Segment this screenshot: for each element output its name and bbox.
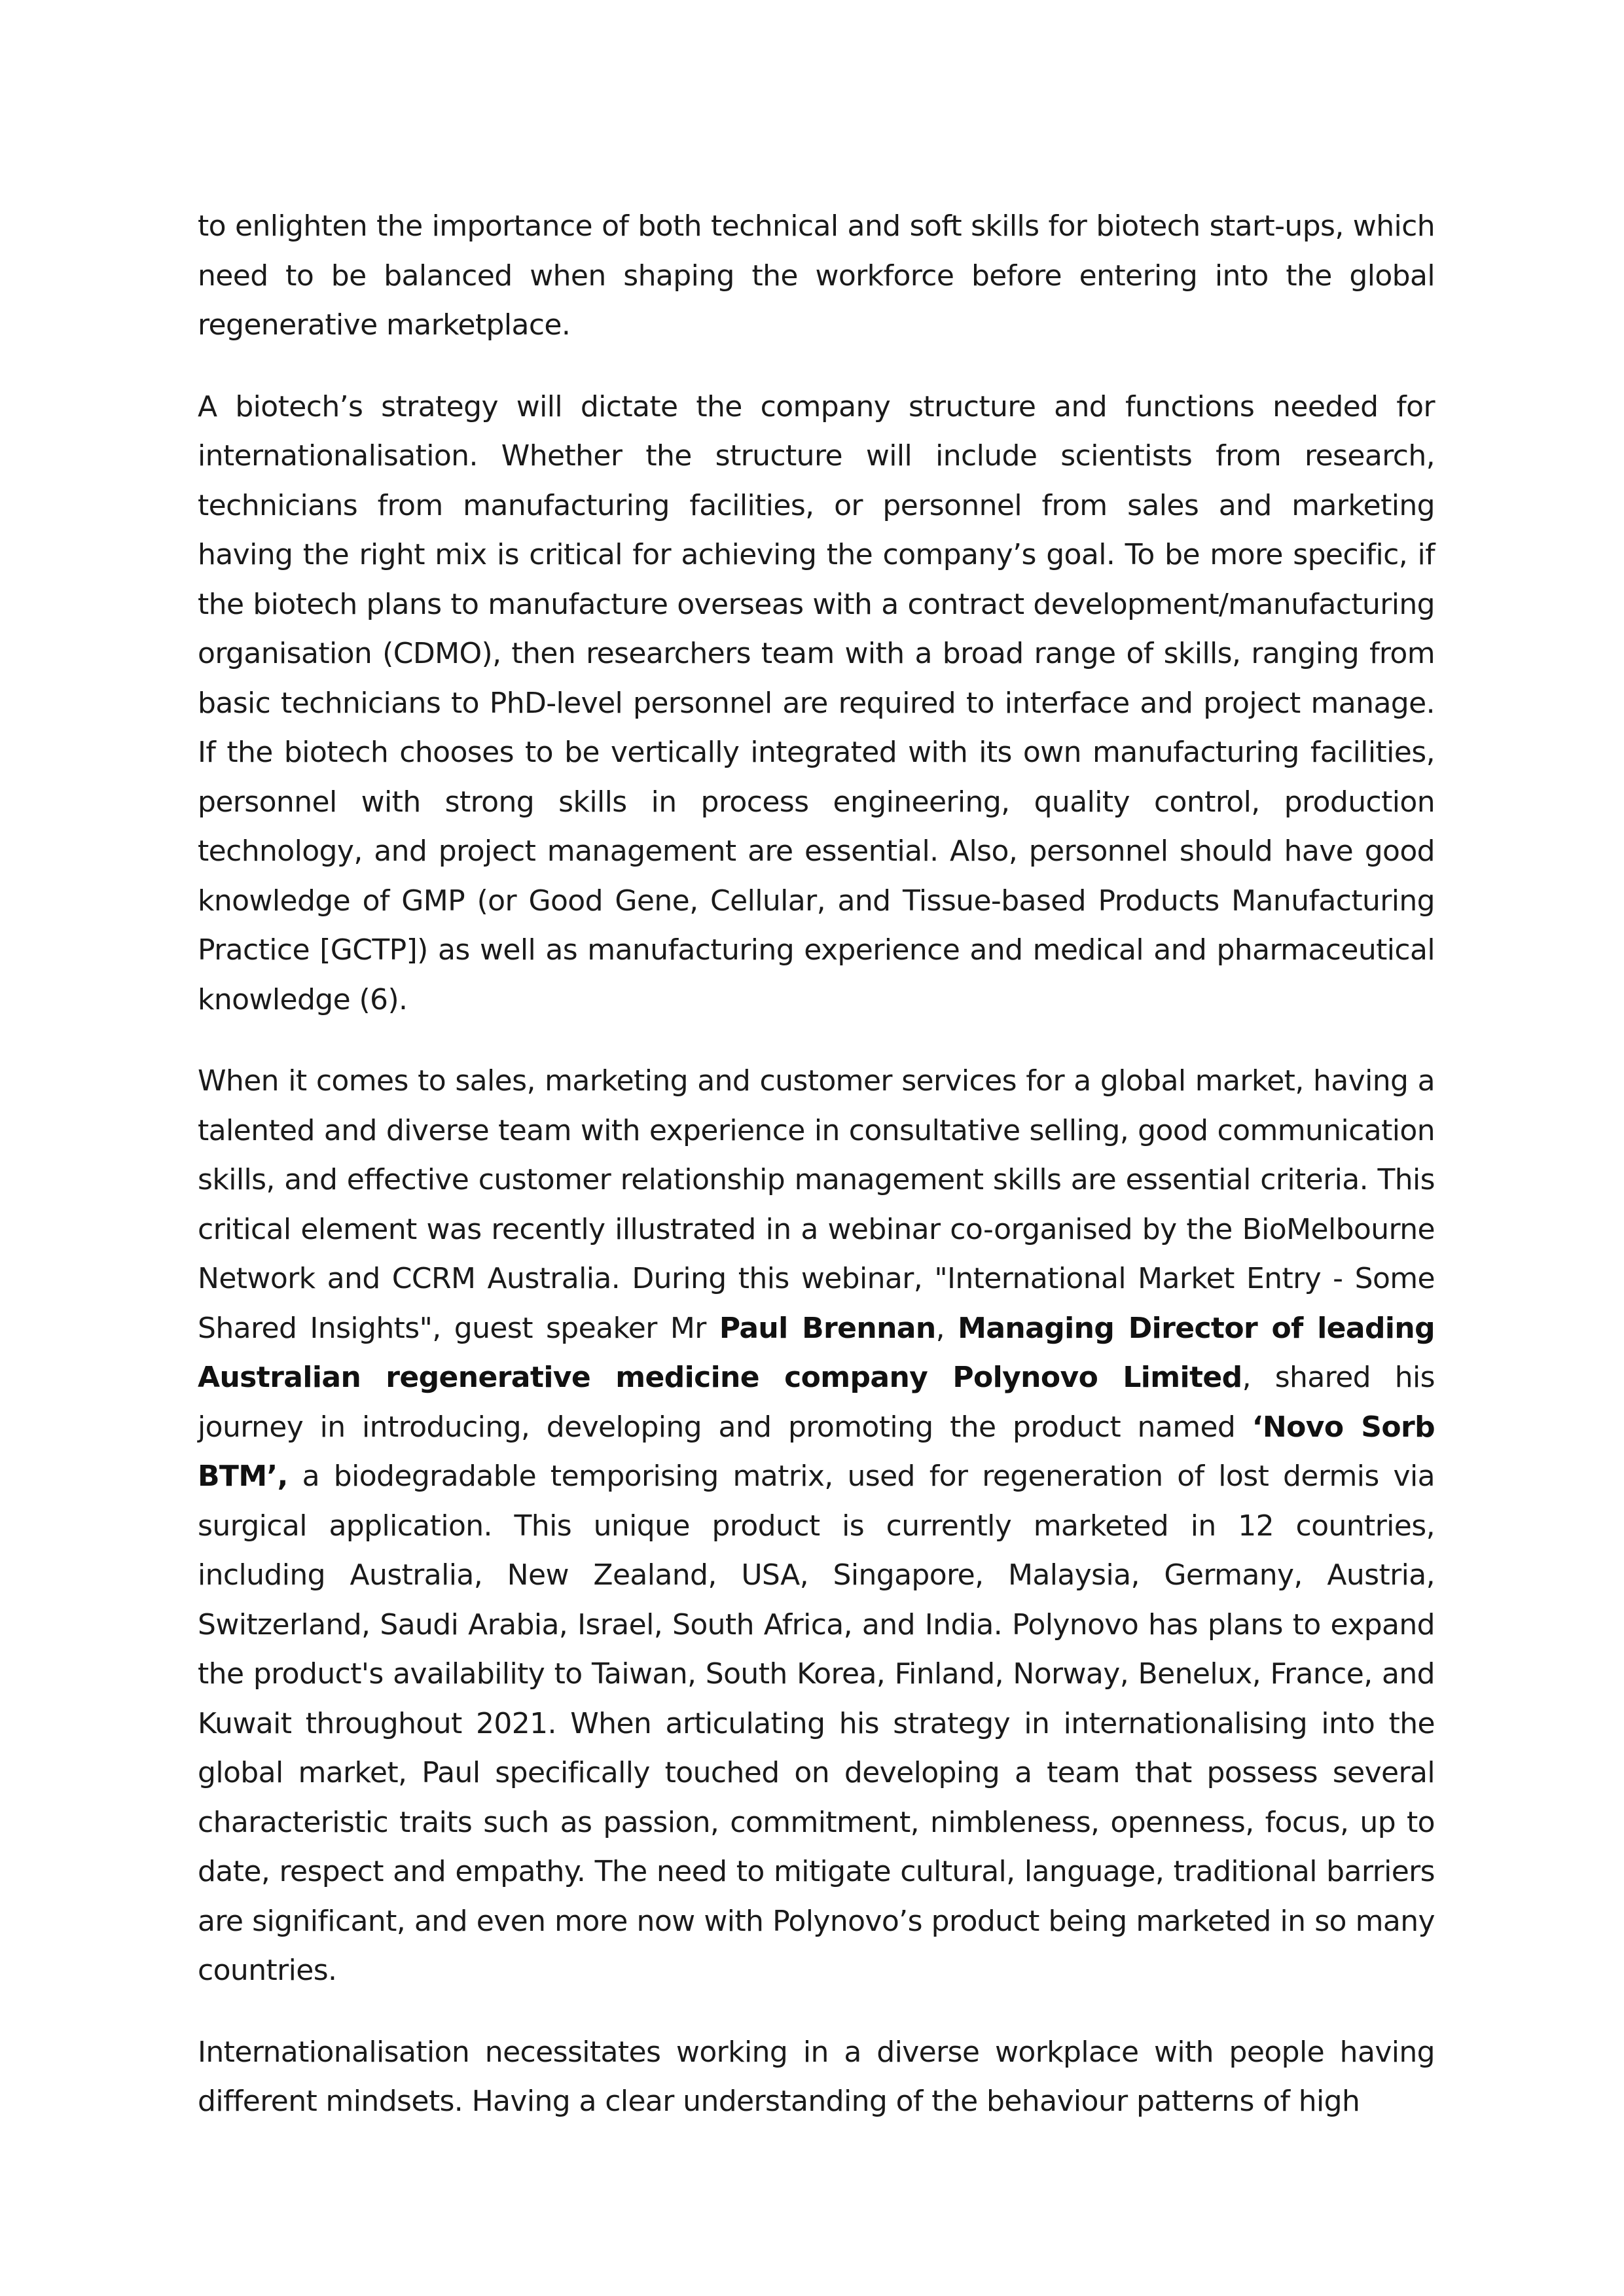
paragraph-sales-marketing bbox=[198, 1056, 1435, 1996]
paragraph-text: a biodegradable temporising matrix, used for regeneration of lost dermis via surgical application. This unique product is currently marketed in 12 countries, including Australia, New Zealand, USA, Singapore, Malaysia, Germany, Austria, Switzerland, Saudi Arabia, Israel, South Africa, and India. Polynovo has plans to expand the product's availability to Taiwan, South Korea, Finland, Norway, Benelux, France, and Kuwait throughout 2021. When articulating his strategy in internationalising into the global market, Paul specifically touched on developing a team that possess several characteristic traits such as passion, commitment, nimbleness, openness, focus, up to date, respect and empathy. The need to mitigate cultural, language, traditional barriers are significant, and even more now with Polynovo’s product being marketed in so many countries. bbox=[198, 1460, 1435, 1987]
paragraph-text: A biotech’s strategy will dictate the company structure and functions needed for internationalisation. Whether the structure will include scientists from research, technicians from manufacturing facilities, or personnel from sales and marketing having the right mix is critical for achieving the company’s goal. To be more specific, if the biotech plans to manufacture overseas with a contract development/manufacturing organisation (CDMO), then researchers team with a broad range of skills, ranging from basic technicians to PhD-level personnel are required to interface and project manage. If the biotech chooses to be vertically integrated with its own manufacturing facilities, personnel with strong skills in process engineering, quality control, production technology, and project management are essential. Also, personnel should have good knowledge of GMP (or Good Gene, Cellular, and Tissue-based Products Manufacturing Practice [GCTP]) as well as manufacturing experience and medical and pharmaceutical knowledge (6). bbox=[198, 389, 1435, 1016]
paragraph-text: , shared his journey in introducing, developing and promoting the product named bbox=[198, 1361, 1435, 1444]
separator-text: , bbox=[935, 1311, 958, 1345]
paragraph-text: to enlighten the importance of both technical and soft skills for biotech start-ups, which need to be balanced when shaping the workforce before entering into the global regenerative marketplace. bbox=[198, 209, 1435, 342]
paragraph-internationalisation bbox=[198, 2028, 1435, 2126]
product-name: ‘Novo Sorb BTM’, bbox=[198, 1410, 1435, 1493]
speaker-title: Managing Director of leading Australian regenerative medicine company Polynovo Limited bbox=[198, 1311, 1435, 1394]
speaker-name: Paul Brennan bbox=[719, 1311, 936, 1345]
paragraph-text: Internationalisation necessitates working in a diverse workplace with people having different mindsets. Having a clear understanding of the behaviour patterns of high bbox=[198, 2035, 1435, 2118]
paragraph-skills-intro bbox=[198, 202, 1435, 350]
document-body bbox=[198, 202, 1435, 2159]
paragraph-biotech-strategy bbox=[198, 382, 1435, 1025]
paragraph-text: When it comes to sales, marketing and customer services for a global market, having a talented and diverse team with experience in consultative selling, good communication skills, and effective customer relationship management skills are essential criteria. This critical element was recently illustrated in a webinar co-organised by the BioMelbourne Network and CCRM Australia. During this webinar, "International Market Entry - Some Shared Insights", guest speaker Mr bbox=[198, 1064, 1435, 1345]
